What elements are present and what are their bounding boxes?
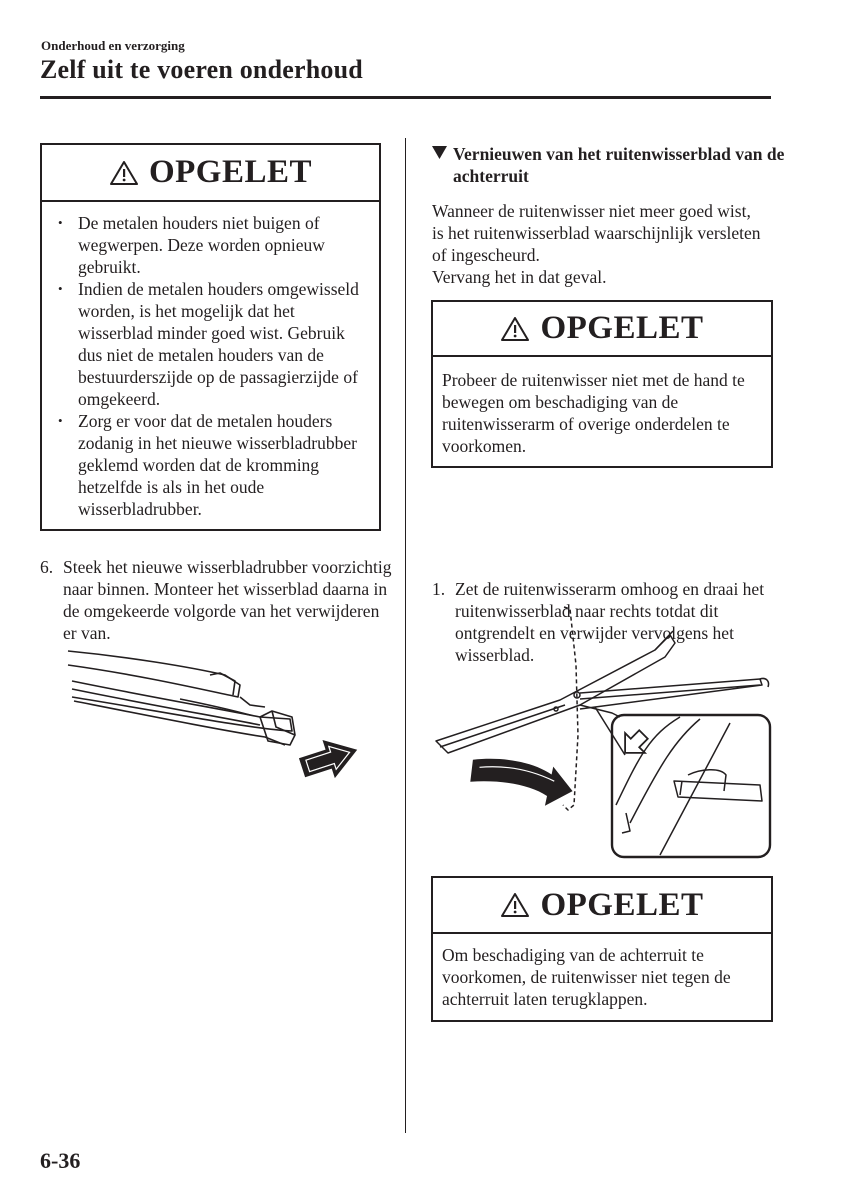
rear-wiper-illustration (430, 605, 775, 860)
heading-text: Vernieuwen van het ruitenwisserblad van de achterruit (453, 144, 785, 186)
page-number: 6-36 (40, 1148, 81, 1173)
intro-paragraph (432, 200, 762, 288)
step-text: Zet de ruitenwisserarm omhoog en draai het ruitenwisserblad naar rechts totdat dit ontgrendelt en verwijder vervolgens het wisserblad. (455, 579, 765, 665)
warning-icon (109, 160, 139, 186)
caution-header (42, 145, 379, 202)
wiper-rubber-illustration (60, 645, 370, 795)
subsection-heading (432, 143, 798, 187)
step-number: 6. (40, 557, 54, 577)
title-rule (40, 96, 771, 99)
caution-item: • De metalen houders niet buigen of wegwerpen. Deze worden opnieuw gebruikt. (58, 212, 365, 278)
caution-box-right-2 (431, 876, 773, 1022)
caution-body: Om beschadiging van de achterruit te voorkomen, de ruitenwisser niet tegen de achterruit laten terugklappen. (442, 945, 731, 1009)
warning-icon (500, 892, 530, 918)
column-divider (405, 138, 406, 1133)
intro-text-2: Vervang het in dat geval. (432, 267, 607, 287)
section-label: Onderhoud en verzorging (41, 38, 185, 53)
caution-title: OPGELET (540, 310, 704, 346)
caution-body: Probeer de ruitenwisser niet met de hand te bewegen om beschadiging van de ruitenwisserarm of overige onderdelen te voorkomen. (442, 370, 745, 456)
caution-box-left (40, 143, 381, 531)
caution-body (42, 202, 379, 520)
intro-text: Wanneer de ruitenwisser niet meer goed wist, is het ruitenwisserblad waarschijnlijk versleten of ingescheurd. (432, 201, 761, 265)
heading-triangle-icon (432, 146, 447, 160)
caution-title: OPGELET (148, 154, 313, 190)
caution-title: OPGELET (540, 886, 704, 923)
caution-header (433, 878, 771, 934)
step-text: Steek het nieuwe wisserbladrubber voorzichtig naar binnen. Monteer het wisserblad daarna in de omgekeerde volgorde van het verwijderen er van. (63, 557, 392, 643)
caution-item: • Indien de metalen houders omgewisseld worden, is het mogelijk dat het wisserblad minder goed wist. Gebruik dus niet de metalen houders van de bestuurderszijde op de passagierzijde of omgekeerd. (58, 278, 365, 410)
step-number: 1. (432, 579, 446, 599)
caution-item: • Zorg er voor dat de metalen houders zodanig in het nieuwe wisserbladrubber geklemd worden dat de kromming hetzelfde is als in het oude wisserbladrubber. (58, 410, 365, 520)
caution-box-right-1 (431, 300, 773, 468)
page-title: Zelf uit te voeren onderhoud (40, 55, 363, 84)
warning-icon (500, 316, 530, 342)
caution-header (433, 302, 771, 357)
step-6 (40, 556, 395, 644)
